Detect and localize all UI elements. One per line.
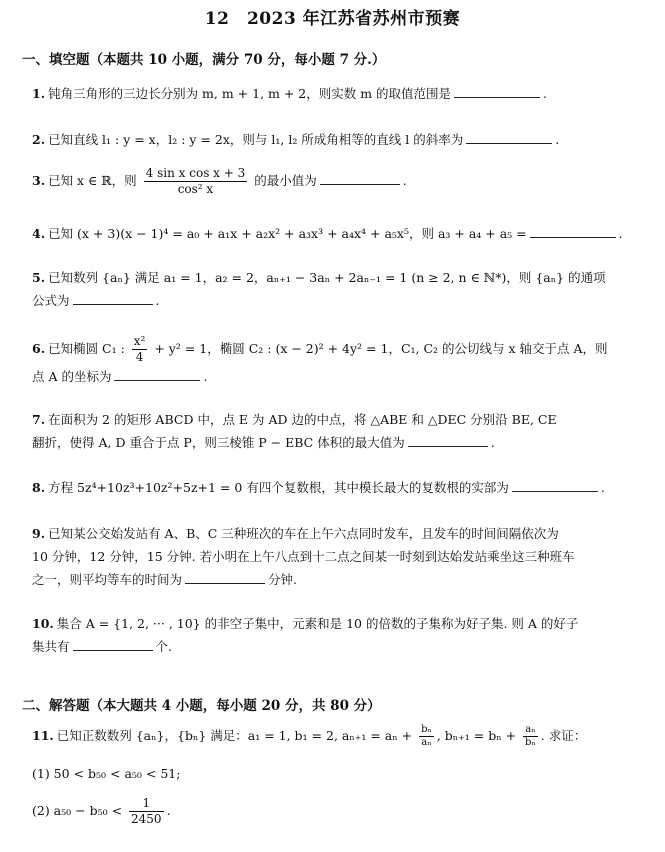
question-9	[32, 522, 632, 591]
question-number: 9.	[32, 526, 46, 541]
question-number: 5.	[32, 270, 46, 285]
question-text: 已知某公交始发站有 A、B、C 三种班次的车在上午六点同时发车，且发车的时间间隔依次为	[48, 526, 559, 541]
question-1: 1. 钝角三角形的三边长分别为 m, m + 1, m + 2，则实数 m 的取值范围是 .	[32, 82, 632, 105]
answer-blank[interactable]	[530, 223, 616, 238]
answer-blank[interactable]	[512, 477, 598, 492]
question-text-line2: 公式为	[32, 293, 70, 308]
answer-blank[interactable]	[466, 129, 552, 144]
question-text: 的最小值为	[254, 173, 317, 188]
fraction	[129, 796, 164, 827]
question-text: 钝角三角形的三边长分别为 m, m + 1, m + 2，则实数 m 的取值范围是	[48, 86, 452, 101]
question-11	[32, 724, 632, 749]
question-3: 3. 已知 x ∈ ℝ，则 $\frac{\text{4 sin x cos x + 3}}{\text{cos² x}}$ 的最小值为 .	[32, 166, 407, 196]
question-text: + y² = 1，椭圆 C₂ : (x − 2)² + 4y² = 1，C₁, C₂ 的公切线与 x 轴交于点 A，则	[154, 341, 608, 356]
fraction-numerator: aₙ	[523, 724, 538, 737]
question-text-line2: 翻折，使得 A, D 重合于点 P，则三棱锥 P − EBC 体积的最大值为	[32, 435, 405, 450]
question-7: 7. 在面积为 2 的矩形 ABCD 中，点 E 为 AD 边的中点，将 △ABE 和 △DEC 分别沿 BE, CE 翻折，使得 A, D 重合于点 P，则三棱锥 P − EBC 体积的最大值为 .	[32, 412, 557, 450]
question-text: 已知直线 l₁ : y = x，l₂ : y = 2x，则与 l₁, l₂ 所成角相等的直线 l 的斜率为	[48, 132, 464, 147]
question-text: 已知 (x + 3)(x − 1)⁴ = a₀ + a₁x + a₂x² + a₃x³ + a₄x⁴ + a₅x⁵，则 a₃ + a₄ + a₅ =	[48, 226, 527, 241]
answer-blank[interactable]	[320, 170, 400, 185]
question-10	[32, 612, 632, 658]
question-2: 2. 已知直线 l₁ : y = x，l₂ : y = 2x，则与 l₁, l₂ 所成角相等的直线 l 的斜率为 .	[32, 128, 632, 151]
question-text-unit: 个.	[155, 639, 172, 654]
answer-blank[interactable]	[454, 83, 540, 98]
question-text: 方程 5z⁴+10z³+10z²+5z+1 = 0 有四个复数根，其中模长最大的复数根的实部为	[48, 480, 509, 495]
fraction	[523, 724, 538, 749]
question-text: 集合 A = {1, 2, ··· , 10} 的非空子集中，元素和是 10 的倍数的子集称为好子集. 则 A 的好子	[56, 616, 579, 631]
fraction-numerator: bₙ	[421, 724, 432, 735]
question-text: . 求证：	[540, 728, 587, 743]
question-number: 1.	[32, 86, 46, 101]
fraction-numerator: 4 sin x cos x + 3	[145, 166, 246, 180]
question-number: 2.	[32, 132, 46, 147]
question-text: 已知椭圆 C₁ :	[48, 341, 125, 356]
part-2-end: .	[166, 803, 171, 818]
part-2-text: (2) a₅₀ − b₅₀ <	[32, 803, 123, 818]
section-fill-in-heading: 一、填空题（本题共 10 小题，满分 70 分，每小题 7 分.）	[22, 52, 386, 68]
question-text-line2: 10 分钟，12 分钟，15 分钟. 若小明在上午八点到十二点之间某一时刻到达始发站乘坐这三种班车	[32, 549, 575, 564]
question-text-line3: 之一，则平均等车的时间为	[32, 572, 183, 587]
question-text: , bₙ₊₁ = bₙ +	[436, 728, 517, 743]
question-4: 4. 已知 (x + 3)(x − 1)⁴ = a₀ + a₁x + a₂x² + a₃x³ + a₄x⁴ + a₅x⁵，则 a₃ + a₄ + a₅ = .	[32, 222, 632, 245]
answer-blank[interactable]	[408, 432, 488, 447]
fraction-denominator: bₙ	[525, 737, 536, 748]
question-text: 在面积为 2 的矩形 ABCD 中，点 E 为 AD 边的中点，将 △ABE 和 △DEC 分别沿 BE, CE	[48, 412, 557, 427]
answer-blank[interactable]	[73, 636, 153, 651]
question-number: 11.	[32, 728, 54, 743]
fraction-denominator: 4	[135, 350, 144, 364]
fraction-denominator: aₙ	[421, 737, 432, 748]
fraction-denominator: cos² x	[177, 182, 214, 196]
fraction	[419, 724, 434, 749]
question-number: 10.	[32, 616, 54, 631]
question-number: 7.	[32, 412, 46, 427]
question-5: 5. 已知数列 {aₙ} 满足 a₁ = 1，a₂ = 2，aₙ₊₁ − 3aₙ + 2aₙ₋₁ = 1 (n ≥ 2, n ∈ ℕ*)，则 {aₙ} 的通项 公式为 .	[32, 270, 606, 308]
fraction-denominator: 2450	[131, 812, 162, 826]
fraction-numerator: x²	[133, 334, 146, 348]
fraction	[132, 334, 148, 365]
question-text-line2: 点 A 的坐标为	[32, 369, 112, 384]
question-number: 4.	[32, 226, 46, 241]
question-number: 8.	[32, 480, 46, 495]
question-8: 8. 方程 5z⁴+10z³+10z²+5z+1 = 0 有四个复数根，其中模长最大的复数根的实部为 .	[32, 476, 632, 499]
question-11-part-2	[32, 796, 171, 827]
question-text: 已知数列 {aₙ} 满足 a₁ = 1，a₂ = 2，aₙ₊₁ − 3aₙ + 2aₙ₋₁ = 1 (n ≥ 2, n ∈ ℕ*)，则 {aₙ} 的通项	[48, 270, 606, 285]
fraction	[144, 166, 248, 197]
question-text-unit: 分钟.	[268, 572, 297, 587]
fraction-numerator: 1	[129, 796, 164, 812]
section-solution-heading: 二、解答题（本大题共 4 小题，每小题 20 分，共 80 分）	[22, 698, 381, 714]
question-text: 已知 x ∈ ℝ，则	[48, 173, 137, 188]
question-text-line2: 集共有	[32, 639, 70, 654]
question-number: 3.	[32, 173, 46, 188]
question-6: 6. 已知椭圆 C₁ : $\frac{\text{x²}}{4}$ + y² = 1，椭圆 C₂ : (x − 2)² + 4y² = 1，C₁, C₂ 的公切线与 x 轴交于点 A，则 点 A 的坐标为 .	[32, 334, 608, 384]
question-11-part-1: (1) 50 < b₅₀ < a₅₀ < 51;	[32, 766, 181, 781]
page-title: 12 2023 年江苏省苏州市预赛	[204, 9, 461, 29]
question-number: 6.	[32, 341, 46, 356]
answer-blank[interactable]	[73, 290, 153, 305]
question-text: 已知正数数列 {aₙ}，{bₙ} 满足：a₁ = 1, b₁ = 2, aₙ₊₁ = aₙ +	[56, 728, 413, 743]
answer-blank[interactable]	[114, 366, 200, 381]
answer-blank[interactable]	[185, 569, 265, 584]
